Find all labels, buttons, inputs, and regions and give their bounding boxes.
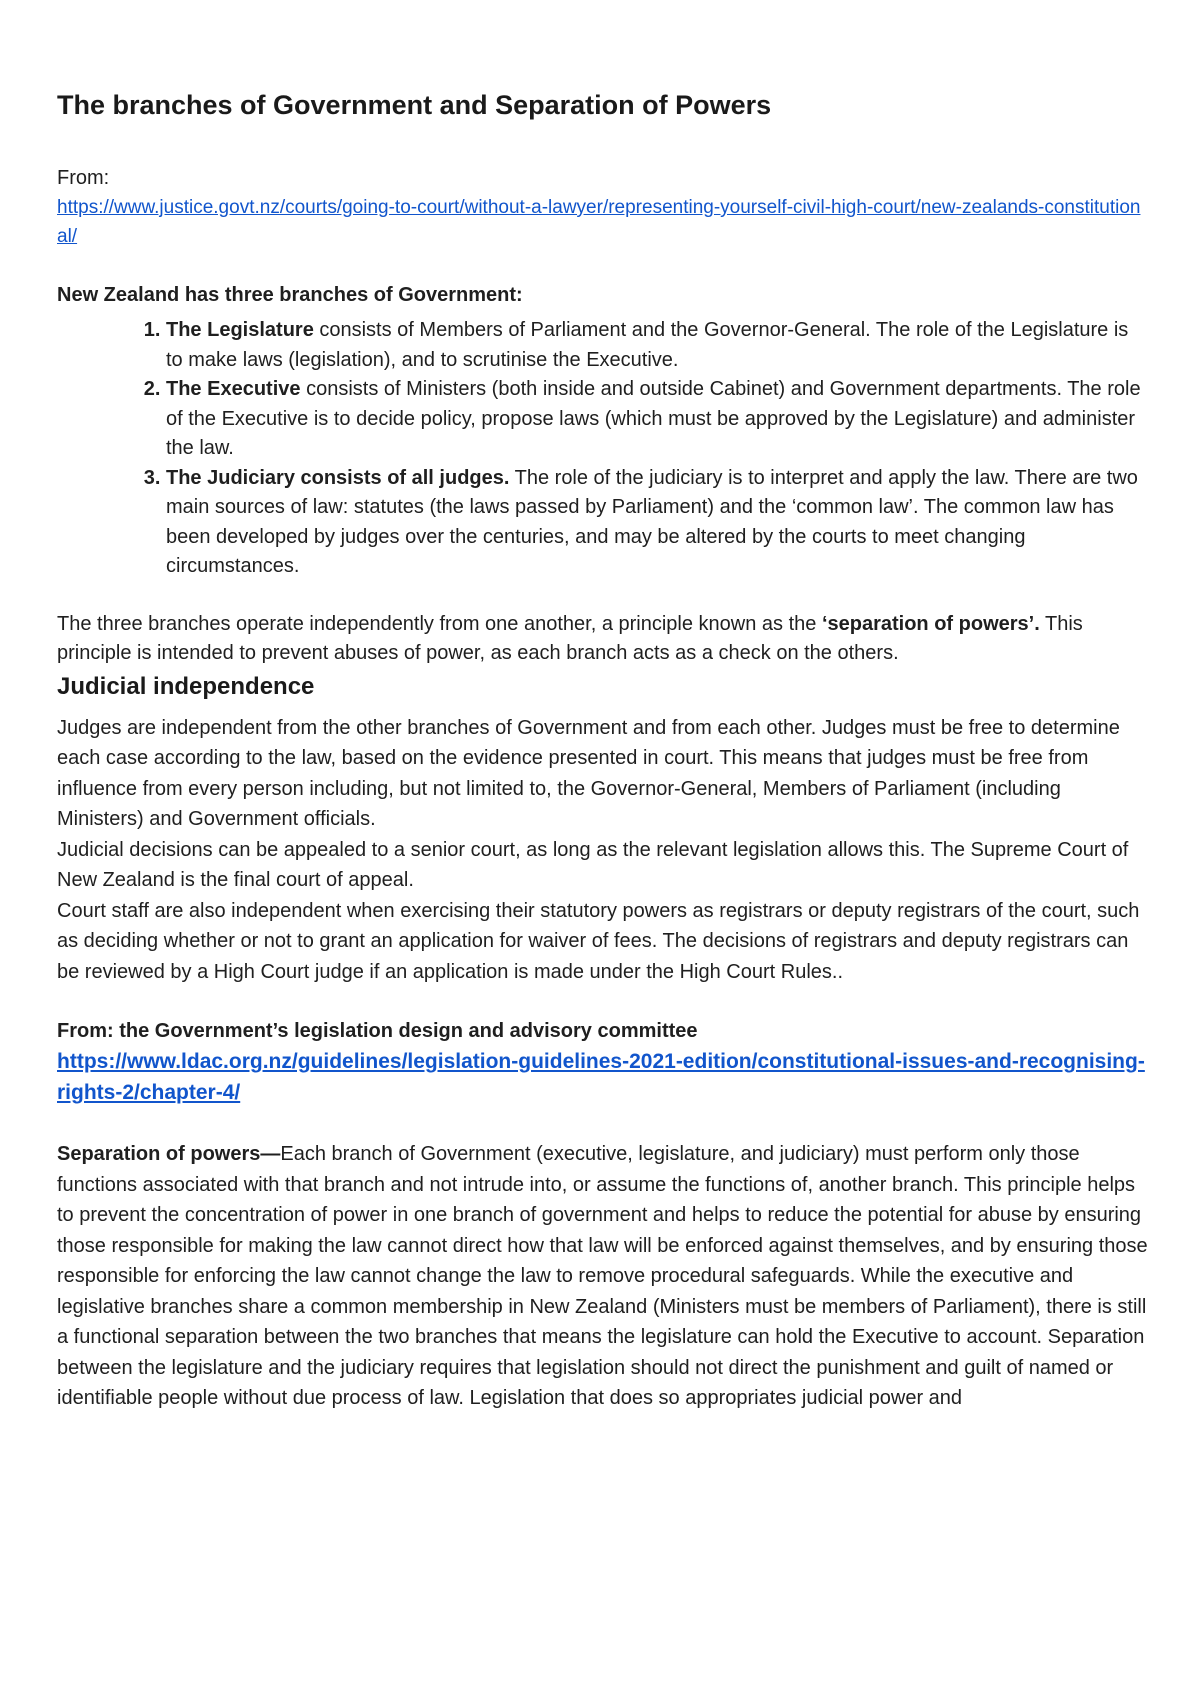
branch-description: consists of Members of Parliament and the Governor-General. The role of the Legislature is to make laws (legislation), and to scrutinise the Executive.: [166, 319, 1129, 371]
separation-paragraph: [57, 610, 1148, 668]
judicial-paragraph-3: Court staff are also independent when exercising their statutory powers as registrars or deputy registrars of the court, such as deciding whether or not to grant an application for waiver of fees. The decisions of registrars and deputy registrars can be reviewed by a High Court judge if an application is made under the High Court Rules..: [57, 899, 1140, 983]
branches-list: [57, 316, 1148, 582]
branch-name: The Judiciary consists of all judges.: [166, 466, 510, 489]
branch-description: The role of the judiciary is to interpret and apply the law. There are two main sources of law: statutes (the laws passed by Parliament) and the ‘common law’. The common law has been developed by judges over the centuries, and may be altered by the courts to meet changing circumstances.: [166, 466, 1138, 577]
judicial-independence-section: [57, 671, 1148, 988]
source-label: From:: [57, 167, 110, 189]
separation-term: ‘separation of powers’.: [821, 612, 1040, 635]
ldac-link-paragraph: [57, 1046, 1148, 1108]
branch-name: The Executive: [166, 378, 301, 400]
sop-text: Each branch of Government (executive, legislature, and judiciary) must perform only those functions associated with that branch and not intrude into, or assume the functions of, another branch. This principle helps to prevent the concentration of power in one branch of government and helps to reduce the potential for abuse by ensuring those responsible for making the law cannot direct how that law will be enforced against themselves, and by ensuring those responsible for enforcing the law cannot change the law to remove procedural safeguards. While the executive and legislative branches share a common membership in New Zealand (Ministers must be members of Parliament), there is still a functional separation between the two branches that means the legislature can hold the Executive to account. Separation between the legislature and the judiciary requires that legislation should not direct the punishment and guilt of named or identifiable people without due process of law. Legislation that does so appropriates judicial power and: [57, 1143, 1148, 1409]
branch-description: consists of Ministers (both inside and outside Cabinet) and Government departments. The role of the Executive is to decide policy, propose laws (which must be approved by the Legislature) and administer the law.: [166, 378, 1141, 459]
list-item-legislature: [166, 316, 1148, 375]
sop-term: Separation of powers—: [57, 1143, 281, 1165]
list-item-executive: [166, 375, 1148, 464]
separation-of-powers-paragraph: [57, 1139, 1148, 1414]
separation-text-before: The three branches operate independently from one another, a principle known as the: [57, 612, 822, 635]
branch-name: The Legislature: [166, 319, 314, 341]
ldac-source-link[interactable]: https://www.ldac.org.nz/guidelines/legislation-guidelines-2021-edition/constitutional-issues-and-recognising-rights-2/chapter-4/: [57, 1050, 1145, 1104]
source-link-paragraph: [57, 193, 1148, 251]
section-heading: Judicial independence: [57, 672, 315, 700]
branches-intro: New Zealand has three branches of Government:: [57, 284, 523, 306]
judicial-paragraph-2: Judicial decisions can be appealed to a senior court, as long as the relevant legislation allows this. The Supreme Court of New Zealand is the final court of appeal.: [57, 838, 1129, 891]
judicial-paragraph-1: Judges are independent from the other branches of Government and from each other. Judges must be free to determine each case according to the law, based on the evidence presented in court. This means that judges must be free from influence from every person including, but not limited to, the Governor-General, Members of Parliament (including Ministers) and Government officials.: [57, 716, 1120, 830]
page-title: The branches of Government and Separation of Powers: [57, 90, 772, 120]
ldac-source-label: From: the Government’s legislation design and advisory committee: [57, 1020, 698, 1042]
separation-text-after: This principle is intended to prevent abuses of power, as each branch acts as a check on the others.: [57, 612, 1083, 664]
list-item-judiciary: [166, 464, 1148, 582]
justice-source-link[interactable]: https://www.justice.govt.nz/courts/going-to-court/without-a-lawyer/representing-yourself-civil-high-court/new-zealands-constitutional/: [57, 197, 1141, 247]
